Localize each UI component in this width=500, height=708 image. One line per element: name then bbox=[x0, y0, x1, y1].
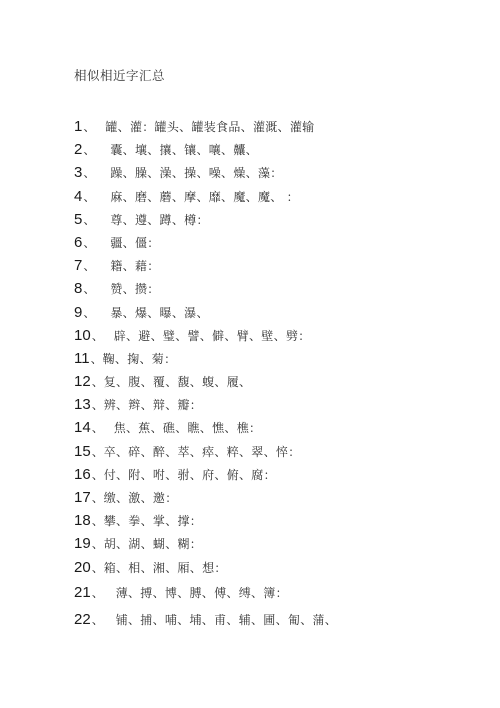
item-number: 3 bbox=[74, 164, 83, 182]
item-characters: 麻、磨、蘑、摩、靡、魔、魔、 ： bbox=[110, 189, 299, 204]
item-characters: 缴、激、邀： bbox=[103, 491, 178, 505]
document-title: 相似相近字汇总 bbox=[74, 68, 166, 83]
list-item bbox=[74, 489, 474, 512]
item-separator: 、 bbox=[91, 467, 104, 482]
item-number: 11 bbox=[74, 349, 90, 367]
list-item bbox=[74, 327, 474, 350]
list-item bbox=[74, 188, 474, 211]
item-number: 6 bbox=[74, 233, 83, 251]
item-separator: 、 bbox=[83, 120, 96, 134]
list-item bbox=[74, 535, 474, 558]
item-separator: 、 bbox=[91, 585, 104, 600]
item-characters: 囊、壤、攘、镶、嚷、齉、 bbox=[110, 143, 258, 158]
list-item bbox=[74, 373, 474, 396]
item-number: 8 bbox=[74, 280, 83, 298]
item-number: 2 bbox=[74, 141, 83, 159]
list-item bbox=[74, 350, 474, 373]
list-item bbox=[74, 164, 474, 187]
item-characters: 铺、捕、哺、埔、甫、辅、圃、匍、蒲、 bbox=[115, 613, 338, 628]
item-separator: 、 bbox=[91, 537, 104, 552]
item-characters: 胡、湖、蝴、糊： bbox=[103, 537, 203, 552]
item-separator: 、 bbox=[83, 143, 96, 158]
character-list bbox=[74, 118, 474, 637]
list-item bbox=[74, 559, 474, 582]
item-separator: 、 bbox=[83, 282, 96, 297]
list-item bbox=[74, 582, 474, 610]
list-item bbox=[74, 234, 474, 257]
item-characters: 焦、蕉、礁、瞧、憔、樵： bbox=[113, 421, 262, 436]
list-item bbox=[74, 118, 474, 141]
item-separator: 、 bbox=[83, 212, 96, 227]
list-item bbox=[74, 211, 474, 234]
item-number: 19 bbox=[74, 535, 91, 553]
list-item bbox=[74, 304, 474, 327]
item-separator: 、 bbox=[91, 375, 104, 390]
item-separator: 、 bbox=[83, 166, 96, 181]
item-number: 18 bbox=[74, 512, 91, 530]
list-item bbox=[74, 280, 474, 303]
item-characters: 辨、辫、辩、瓣： bbox=[103, 398, 203, 413]
item-number: 5 bbox=[74, 210, 83, 228]
item-characters: 薄、搏、博、膊、傅、缚、簿： bbox=[115, 585, 288, 600]
item-number: 14 bbox=[74, 419, 91, 437]
item-characters: 付、附、咐、驸、府、俯、腐： bbox=[103, 467, 276, 482]
list-item bbox=[74, 512, 474, 535]
item-characters: 暴、爆、曝、瀑、 bbox=[110, 305, 209, 320]
item-characters: 鞠、掬、菊： bbox=[102, 351, 177, 366]
item-separator: 、 bbox=[83, 259, 96, 274]
item-number: 1 bbox=[74, 118, 83, 135]
item-characters: 籍、藉： bbox=[110, 259, 160, 274]
item-separator: 、 bbox=[90, 351, 103, 366]
item-number: 10 bbox=[74, 326, 91, 344]
item-separator: 、 bbox=[83, 189, 96, 204]
item-number: 20 bbox=[74, 558, 91, 576]
item-characters: 箱、相、湘、厢、想： bbox=[103, 560, 227, 575]
item-separator: 、 bbox=[91, 328, 104, 343]
item-characters: 躁、臊、澡、操、噪、燥、藻： bbox=[110, 166, 283, 181]
item-separator: 、 bbox=[83, 235, 96, 250]
item-characters: 攀、拳、掌、撑： bbox=[103, 514, 203, 529]
list-item bbox=[74, 419, 474, 442]
item-number: 21 bbox=[74, 583, 91, 601]
list-item bbox=[74, 141, 474, 164]
item-number: 22 bbox=[74, 611, 91, 629]
item-separator: 、 bbox=[91, 613, 104, 628]
item-characters: 卒、碎、醉、萃、瘁、粹、翠、悴： bbox=[103, 444, 301, 459]
item-number: 7 bbox=[74, 257, 83, 275]
item-number: 4 bbox=[74, 187, 83, 205]
item-number: 15 bbox=[74, 442, 91, 460]
item-characters: 疆、僵： bbox=[110, 235, 160, 250]
item-characters: 赞、攒： bbox=[110, 282, 160, 297]
list-item bbox=[74, 396, 474, 419]
list-item bbox=[74, 609, 474, 637]
item-separator: 、 bbox=[91, 491, 104, 505]
list-item bbox=[74, 443, 474, 466]
item-characters: 复、腹、覆、馥、蝮、履、 bbox=[103, 375, 252, 390]
item-number: 17 bbox=[74, 489, 91, 506]
item-separator: 、 bbox=[91, 514, 104, 529]
list-item bbox=[74, 466, 474, 489]
item-separator: 、 bbox=[91, 398, 104, 413]
list-item bbox=[74, 257, 474, 280]
item-characters: 辟、避、璧、譬、僻、臂、壁、劈： bbox=[113, 328, 311, 343]
item-number: 13 bbox=[74, 396, 91, 414]
item-characters: 尊、遵、蹲、樽： bbox=[110, 212, 209, 227]
item-separator: 、 bbox=[91, 560, 104, 575]
item-number: 9 bbox=[74, 303, 83, 321]
item-number: 12 bbox=[74, 373, 91, 391]
item-number: 16 bbox=[74, 465, 91, 483]
item-separator: 、 bbox=[91, 444, 104, 459]
item-separator: 、 bbox=[83, 305, 96, 320]
item-characters: 罐、灌：罐头、罐装食品、灌溉、灌输 bbox=[105, 120, 315, 134]
item-separator: 、 bbox=[91, 421, 104, 436]
